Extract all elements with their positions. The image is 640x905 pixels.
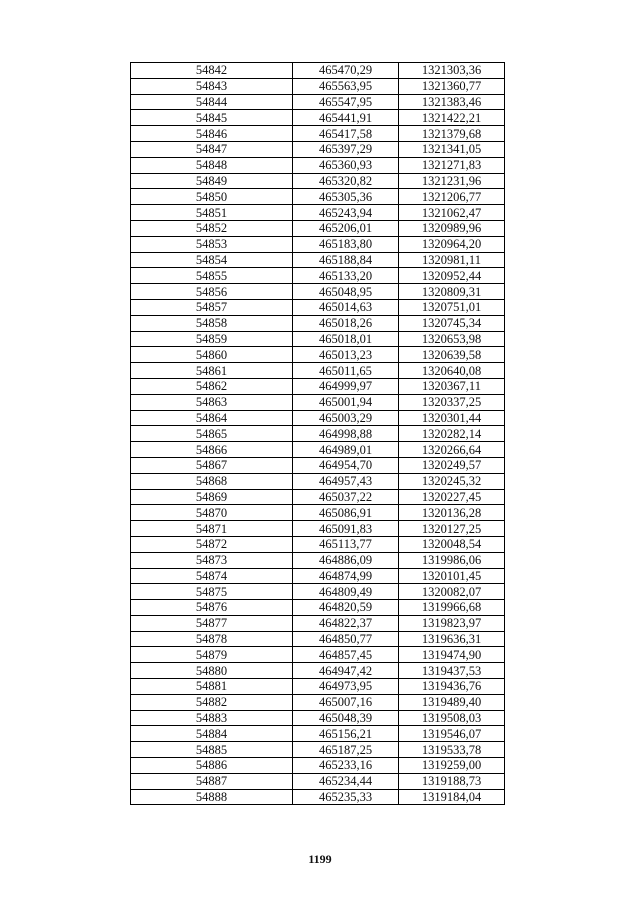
x-coordinate-cell: 464886,09	[293, 552, 399, 568]
table-row	[131, 173, 505, 189]
table-row	[131, 663, 505, 679]
x-coordinate-cell: 465417,58	[293, 126, 399, 142]
point-number-cell: 54859	[131, 331, 293, 347]
x-coordinate-cell: 465441,91	[293, 110, 399, 126]
y-coordinate-cell: 1320367,11	[399, 378, 505, 394]
coordinates-table-body	[131, 63, 505, 805]
table-row	[131, 758, 505, 774]
table-row	[131, 189, 505, 205]
x-coordinate-cell: 465360,93	[293, 157, 399, 173]
point-number-cell: 54846	[131, 126, 293, 142]
table-row	[131, 126, 505, 142]
table-row	[131, 631, 505, 647]
point-number-cell: 54844	[131, 94, 293, 110]
point-number-cell: 54884	[131, 726, 293, 742]
x-coordinate-cell: 465014,63	[293, 299, 399, 315]
table-row	[131, 536, 505, 552]
point-number-cell: 54885	[131, 742, 293, 758]
x-coordinate-cell: 464874,99	[293, 568, 399, 584]
point-number-cell: 54865	[131, 426, 293, 442]
point-number-cell: 54872	[131, 536, 293, 552]
point-number-cell: 54881	[131, 679, 293, 695]
point-number-cell: 54848	[131, 157, 293, 173]
point-number-cell: 54869	[131, 489, 293, 505]
point-number-cell: 54875	[131, 584, 293, 600]
point-number-cell: 54873	[131, 552, 293, 568]
y-coordinate-cell: 1319188,73	[399, 773, 505, 789]
coordinates-table	[130, 62, 505, 805]
y-coordinate-cell: 1320952,44	[399, 268, 505, 284]
x-coordinate-cell: 465183,80	[293, 236, 399, 252]
x-coordinate-cell: 464998,88	[293, 426, 399, 442]
y-coordinate-cell: 1319966,68	[399, 600, 505, 616]
point-number-cell: 54870	[131, 505, 293, 521]
y-coordinate-cell: 1321303,36	[399, 63, 505, 79]
table-row	[131, 94, 505, 110]
x-coordinate-cell: 465037,22	[293, 489, 399, 505]
x-coordinate-cell: 465156,21	[293, 726, 399, 742]
point-number-cell: 54853	[131, 236, 293, 252]
y-coordinate-cell: 1321206,77	[399, 189, 505, 205]
point-number-cell: 54880	[131, 663, 293, 679]
y-coordinate-cell: 1320127,25	[399, 521, 505, 537]
point-number-cell: 54864	[131, 410, 293, 426]
table-row	[131, 600, 505, 616]
x-coordinate-cell: 465234,44	[293, 773, 399, 789]
x-coordinate-cell: 465320,82	[293, 173, 399, 189]
x-coordinate-cell: 465091,83	[293, 521, 399, 537]
table-row	[131, 726, 505, 742]
point-number-cell: 54882	[131, 694, 293, 710]
y-coordinate-cell: 1320751,01	[399, 299, 505, 315]
x-coordinate-cell: 464999,97	[293, 378, 399, 394]
y-coordinate-cell: 1319636,31	[399, 631, 505, 647]
table-row	[131, 284, 505, 300]
point-number-cell: 54858	[131, 315, 293, 331]
x-coordinate-cell: 465243,94	[293, 205, 399, 221]
x-coordinate-cell: 465018,26	[293, 315, 399, 331]
y-coordinate-cell: 1321341,05	[399, 141, 505, 157]
table-row	[131, 299, 505, 315]
x-coordinate-cell: 465086,91	[293, 505, 399, 521]
point-number-cell: 54845	[131, 110, 293, 126]
point-number-cell: 54878	[131, 631, 293, 647]
y-coordinate-cell: 1320653,98	[399, 331, 505, 347]
page-number: 1199	[308, 852, 332, 866]
y-coordinate-cell: 1320227,45	[399, 489, 505, 505]
point-number-cell: 54861	[131, 363, 293, 379]
point-number-cell: 54876	[131, 600, 293, 616]
table-row	[131, 315, 505, 331]
table-row	[131, 647, 505, 663]
point-number-cell: 54863	[131, 394, 293, 410]
table-row	[131, 552, 505, 568]
y-coordinate-cell: 1320282,14	[399, 426, 505, 442]
y-coordinate-cell: 1319508,03	[399, 710, 505, 726]
x-coordinate-cell: 464809,49	[293, 584, 399, 600]
point-number-cell: 54847	[131, 141, 293, 157]
table-row	[131, 457, 505, 473]
point-number-cell: 54850	[131, 189, 293, 205]
x-coordinate-cell: 464820,59	[293, 600, 399, 616]
y-coordinate-cell: 1320101,45	[399, 568, 505, 584]
y-coordinate-cell: 1320082,07	[399, 584, 505, 600]
x-coordinate-cell: 465233,16	[293, 758, 399, 774]
point-number-cell: 54860	[131, 347, 293, 363]
table-row	[131, 505, 505, 521]
y-coordinate-cell: 1319533,78	[399, 742, 505, 758]
point-number-cell: 54862	[131, 378, 293, 394]
x-coordinate-cell: 465206,01	[293, 220, 399, 236]
x-coordinate-cell: 465013,23	[293, 347, 399, 363]
point-number-cell: 54883	[131, 710, 293, 726]
x-coordinate-cell: 464973,95	[293, 679, 399, 695]
table-row	[131, 489, 505, 505]
x-coordinate-cell: 465133,20	[293, 268, 399, 284]
table-row	[131, 410, 505, 426]
table-row	[131, 220, 505, 236]
y-coordinate-cell: 1319489,40	[399, 694, 505, 710]
table-row	[131, 268, 505, 284]
point-number-cell: 54849	[131, 173, 293, 189]
point-number-cell: 54855	[131, 268, 293, 284]
y-coordinate-cell: 1321379,68	[399, 126, 505, 142]
table-row	[131, 473, 505, 489]
y-coordinate-cell: 1320136,28	[399, 505, 505, 521]
point-number-cell: 54842	[131, 63, 293, 79]
x-coordinate-cell: 465235,33	[293, 789, 399, 805]
y-coordinate-cell: 1319986,06	[399, 552, 505, 568]
y-coordinate-cell: 1320639,58	[399, 347, 505, 363]
y-coordinate-cell: 1321360,77	[399, 78, 505, 94]
table-row	[131, 679, 505, 695]
table-row	[131, 157, 505, 173]
table-row	[131, 773, 505, 789]
y-coordinate-cell: 1320249,57	[399, 457, 505, 473]
table-row	[131, 347, 505, 363]
table-row	[131, 694, 505, 710]
point-number-cell: 54854	[131, 252, 293, 268]
x-coordinate-cell: 464954,70	[293, 457, 399, 473]
y-coordinate-cell: 1319546,07	[399, 726, 505, 742]
x-coordinate-cell: 464947,42	[293, 663, 399, 679]
x-coordinate-cell: 465470,29	[293, 63, 399, 79]
x-coordinate-cell: 465018,01	[293, 331, 399, 347]
point-number-cell: 54877	[131, 615, 293, 631]
x-coordinate-cell: 464850,77	[293, 631, 399, 647]
y-coordinate-cell: 1320981,11	[399, 252, 505, 268]
x-coordinate-cell: 465003,29	[293, 410, 399, 426]
table-row	[131, 331, 505, 347]
y-coordinate-cell: 1321231,96	[399, 173, 505, 189]
x-coordinate-cell: 465563,95	[293, 78, 399, 94]
table-row	[131, 363, 505, 379]
point-number-cell: 54843	[131, 78, 293, 94]
table-row	[131, 63, 505, 79]
y-coordinate-cell: 1321383,46	[399, 94, 505, 110]
x-coordinate-cell: 465187,25	[293, 742, 399, 758]
y-coordinate-cell: 1320640,08	[399, 363, 505, 379]
y-coordinate-cell: 1320745,34	[399, 315, 505, 331]
table-row	[131, 141, 505, 157]
table-row	[131, 584, 505, 600]
y-coordinate-cell: 1320266,64	[399, 442, 505, 458]
table-row	[131, 789, 505, 805]
x-coordinate-cell: 465001,94	[293, 394, 399, 410]
x-coordinate-cell: 465305,36	[293, 189, 399, 205]
x-coordinate-cell: 465113,77	[293, 536, 399, 552]
x-coordinate-cell: 464989,01	[293, 442, 399, 458]
x-coordinate-cell: 465547,95	[293, 94, 399, 110]
y-coordinate-cell: 1320964,20	[399, 236, 505, 252]
y-coordinate-cell: 1321271,83	[399, 157, 505, 173]
point-number-cell: 54857	[131, 299, 293, 315]
x-coordinate-cell: 465188,84	[293, 252, 399, 268]
y-coordinate-cell: 1320245,32	[399, 473, 505, 489]
table-row	[131, 252, 505, 268]
table-row	[131, 521, 505, 537]
x-coordinate-cell: 465048,39	[293, 710, 399, 726]
x-coordinate-cell: 464857,45	[293, 647, 399, 663]
point-number-cell: 54851	[131, 205, 293, 221]
y-coordinate-cell: 1321422,21	[399, 110, 505, 126]
x-coordinate-cell: 465397,29	[293, 141, 399, 157]
table-row	[131, 568, 505, 584]
y-coordinate-cell: 1320989,96	[399, 220, 505, 236]
table-row	[131, 442, 505, 458]
table-row	[131, 378, 505, 394]
point-number-cell: 54887	[131, 773, 293, 789]
point-number-cell: 54856	[131, 284, 293, 300]
y-coordinate-cell: 1320048,54	[399, 536, 505, 552]
y-coordinate-cell: 1319437,53	[399, 663, 505, 679]
y-coordinate-cell: 1319184,04	[399, 789, 505, 805]
point-number-cell: 54871	[131, 521, 293, 537]
y-coordinate-cell: 1319823,97	[399, 615, 505, 631]
table-row	[131, 236, 505, 252]
table-row	[131, 615, 505, 631]
x-coordinate-cell: 464822,37	[293, 615, 399, 631]
y-coordinate-cell: 1320337,25	[399, 394, 505, 410]
point-number-cell: 54868	[131, 473, 293, 489]
x-coordinate-cell: 465048,95	[293, 284, 399, 300]
point-number-cell: 54852	[131, 220, 293, 236]
y-coordinate-cell: 1320809,31	[399, 284, 505, 300]
table-row	[131, 426, 505, 442]
x-coordinate-cell: 465007,16	[293, 694, 399, 710]
y-coordinate-cell: 1321062,47	[399, 205, 505, 221]
y-coordinate-cell: 1319436,76	[399, 679, 505, 695]
point-number-cell: 54879	[131, 647, 293, 663]
y-coordinate-cell: 1319474,90	[399, 647, 505, 663]
y-coordinate-cell: 1320301,44	[399, 410, 505, 426]
table-row	[131, 710, 505, 726]
table-row	[131, 742, 505, 758]
point-number-cell: 54867	[131, 457, 293, 473]
table-row	[131, 394, 505, 410]
x-coordinate-cell: 464957,43	[293, 473, 399, 489]
point-number-cell: 54874	[131, 568, 293, 584]
table-row	[131, 110, 505, 126]
point-number-cell: 54886	[131, 758, 293, 774]
x-coordinate-cell: 465011,65	[293, 363, 399, 379]
table-row	[131, 78, 505, 94]
point-number-cell: 54888	[131, 789, 293, 805]
table-row	[131, 205, 505, 221]
point-number-cell: 54866	[131, 442, 293, 458]
y-coordinate-cell: 1319259,00	[399, 758, 505, 774]
